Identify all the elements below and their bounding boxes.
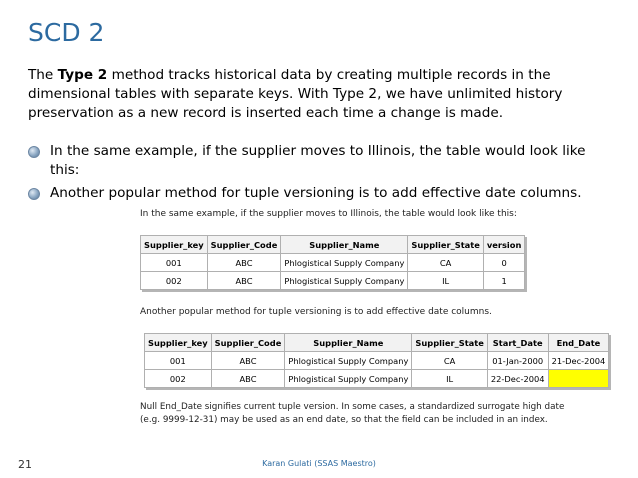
bullet-text: Another popular method for tuple versioning is to add effective date columns. (50, 185, 582, 201)
table-header: Supplier_Name (281, 236, 408, 254)
caption-2: Another popular method for tuple versioning is to add effective date columns. (140, 307, 492, 317)
table-cell: 22-Dec-2004 (487, 370, 548, 388)
embedded-screenshot (130, 203, 606, 431)
table-cell: Phlogistical Supply Company (285, 370, 412, 388)
bullet-icon (28, 188, 40, 200)
table-cell: ABC (211, 370, 285, 388)
table-cell: CA (408, 254, 483, 272)
table-cell: IL (408, 272, 483, 290)
table-cell: 002 (141, 272, 208, 290)
table-cell: 002 (145, 370, 212, 388)
table-row (145, 352, 609, 370)
table-header: Supplier_key (145, 334, 212, 352)
table-header: Supplier_State (408, 236, 483, 254)
version-table (140, 235, 525, 290)
table-cell: ABC (211, 352, 285, 370)
table-row (141, 254, 525, 272)
table-header-row (145, 334, 609, 352)
table-cell: 001 (145, 352, 212, 370)
table-cell: 01-Jan-2000 (487, 352, 548, 370)
table-cell: Phlogistical Supply Company (281, 254, 408, 272)
table-header: Supplier_State (412, 334, 487, 352)
table-header: Start_Date (487, 334, 548, 352)
table-cell: 0 (483, 254, 525, 272)
table-header: Supplier_key (141, 236, 208, 254)
page-number: 21 (18, 458, 32, 471)
slide-title: SCD 2 (28, 18, 105, 47)
intro-pre: The (28, 67, 58, 83)
table-cell: ABC (207, 254, 281, 272)
bullet-list (28, 142, 618, 207)
bullet-item (28, 184, 618, 203)
footer-author: Karan Gulati (SSAS Maestro) (262, 459, 376, 468)
table-header: Supplier_Code (211, 334, 285, 352)
table-cell: 1 (483, 272, 525, 290)
table-cell: Phlogistical Supply Company (281, 272, 408, 290)
intro-paragraph (28, 66, 608, 123)
bullet-text: In the same example, if the supplier moves to Illinois, the table would look like this: (50, 143, 586, 178)
intro-bold: Type 2 (57, 67, 108, 83)
table-header: version (483, 236, 525, 254)
table-header-row (141, 236, 525, 254)
table-header: Supplier_Name (285, 334, 412, 352)
table-header: Supplier_Code (207, 236, 281, 254)
effective-date-table (144, 333, 609, 388)
footnote: Null End_Date signifies current tuple version. In some cases, a standardized surrogate high date (e.g. 9999-12-31) may be used as an end date, so that the field can be included in an index. (140, 402, 565, 425)
bullet-item (28, 142, 618, 180)
bullet-icon (28, 146, 40, 158)
table-row (145, 370, 609, 388)
table-header: End_Date (548, 334, 609, 352)
table-cell: IL (412, 370, 487, 388)
intro-post: method tracks historical data by creating multiple records in the dimensional tables with separate keys. With Type 2, we have unlimited history preservation as a new record is inserted each time a change is made. (28, 67, 563, 121)
table-row (141, 272, 525, 290)
caption-1: In the same example, if the supplier moves to Illinois, the table would look like this: (140, 209, 517, 219)
highlighted-empty-cell (548, 370, 609, 388)
table-cell: CA (412, 352, 487, 370)
table-cell: ABC (207, 272, 281, 290)
table-cell: 001 (141, 254, 208, 272)
table-cell: Phlogistical Supply Company (285, 352, 412, 370)
table-cell: 21-Dec-2004 (548, 352, 609, 370)
